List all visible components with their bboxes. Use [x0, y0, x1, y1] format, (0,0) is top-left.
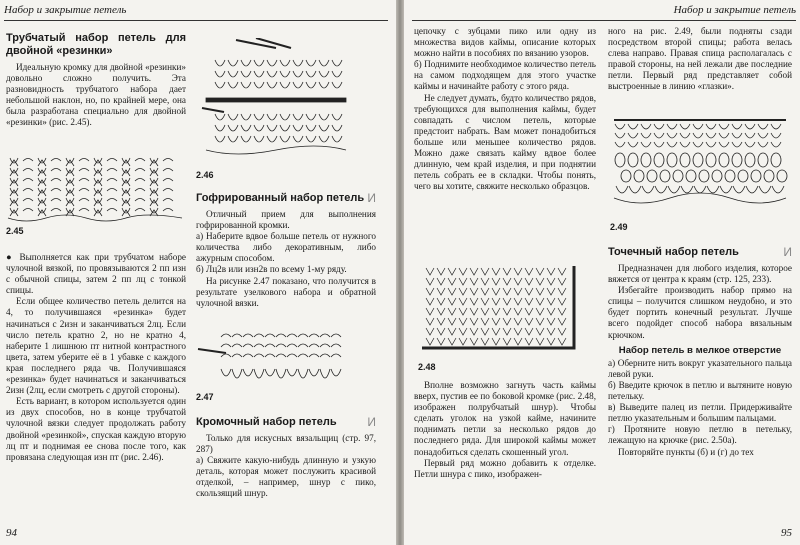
list-item: а) Свяжите какую-нибудь длинную и узкую деталь, которая может послужить красивой отделкой, – например, шнур с пико, скользящий шнур. — [196, 455, 376, 499]
paragraph: Идеальную кромку для двойной «резинки» довольно сложно получить. Эта разновидность трубчатого набора дает небольшой наклон, но, по крайней мере, она была разработана специально для двойной «резинки» (рис. 2.45). — [6, 62, 186, 128]
left-page — [0, 0, 396, 545]
list-item: б) Поднимите необходимое количество петель на самом подходящем для этого участке каймы и начинайте работу с этого ряда. — [414, 59, 596, 92]
paragraph: Вполне возможно загнуть часть каймы вверх, пустив ее по боковой кромке (рис. 2.48, изображен полрубчатый шнур). Чтобы сделать уголок на узкой кайме, начините поднимать петли за несколько рядов до последнего ряда. Для широкой каймы может понадобиться сделать скошенный угол. — [414, 380, 596, 457]
paragraph: Есть вариант, в котором используется один из двух способов, но в конце трубчатой чулочной вязки следует продолжать работу двойной «резинкой», спуская каждую вторую лц пт и поднимая ее снова после того, как провязана следующая изн пт (рис. 2.46). — [6, 396, 186, 462]
paragraph: Если общее количество петель делится на 4, то получившаяся «резинка» будет начинаться с 2изн и заканчиваться 2лц. Если число петель кратно 2, но не кратно 4, наберите 1 лишнюю пт нитной контрастного цвета, затем уберите её в 1 убавке с каждого края последнего ряда чв. Получившаяся «резинка» будет начинаться и заканчиваться 2изн (2лц, если смотреть с другой стороны). — [6, 296, 186, 396]
right-column-1 — [414, 26, 596, 192]
margin-mark: И — [367, 415, 376, 429]
margin-mark: И — [367, 191, 376, 205]
list-item: б) Введите крючок в петлю и вытяните новую петельку. — [608, 379, 792, 402]
left-column-2b — [196, 416, 376, 500]
running-head: Набор и закрытие петель — [412, 0, 796, 21]
paragraph: Не следует думать, будто количество рядов, требующихся для выполнения каймы, будет совпадать с числом петель, которые предстоит набрать. Вам может понадобиться больше или меньшее количество рядов. Можно даже связать кайму вдвое более длинную, чем край изделия, и при поднятии петель собрать ее в складки. Чтобы понять, чего вы хотите, свяжите несколько образцов. — [414, 92, 596, 192]
right-column-2b — [608, 246, 792, 458]
section-title — [608, 246, 792, 259]
list-item: а) Оберните нить вокруг указательного пальца левой руки. — [608, 357, 792, 379]
book-gutter — [396, 0, 404, 545]
figure-2-48 — [414, 262, 594, 358]
paragraph: Избегайте производить набор прямо на спицы – получится слишком неудобно, и это будет портить конечный результат. Лучше всего подойдет способ набора вязальным крючком. — [608, 285, 792, 340]
figure-2-45 — [6, 152, 184, 224]
figure-2-47 — [196, 325, 356, 391]
paragraph: Первый ряд можно добавить к отделке. Петли шнура с пико, изображен- — [414, 457, 596, 479]
subsection-title: Набор петель в мелкое отверстие — [618, 344, 782, 356]
section-title-text: Гофрированный набор петель — [196, 192, 365, 204]
section-title — [196, 416, 376, 429]
paragraph: Повторяйте пункты (б) и (г) до тех — [618, 446, 754, 457]
page-number: 95 — [781, 527, 792, 539]
section-title — [196, 192, 376, 205]
right-column-1b — [414, 380, 596, 480]
paragraph: На рисунке 2.47 показано, что получится в результате узелкового набора и обратной чулочной вязки. — [196, 275, 376, 308]
left-column-1 — [6, 32, 186, 129]
paragraph: цепочку с зубцами пико или одну из множества видов каймы, описание которых можно найти в пособиях по вязанию узоров. — [414, 26, 596, 59]
left-column-2 — [196, 192, 376, 309]
section-title-text: Точечный набор петель — [608, 246, 739, 258]
figure-label: 2.46 — [196, 170, 214, 180]
list-item: б) Лц2в или изн2в по всему 1-му ряду. — [196, 264, 347, 275]
paragraph: Отличный прием для выполнения гофрированной кромки. — [196, 209, 376, 231]
paragraph: Предназначен для любого изделия, которое вяжется от центра к краям (стр. 125, 233). — [608, 263, 792, 285]
figure-label: 2.49 — [610, 222, 628, 232]
left-column-1b — [6, 252, 186, 463]
right-page — [404, 0, 800, 545]
section-title-text: Кромочный набор петель — [196, 416, 337, 428]
list-item: в) Выведите палец из петли. Придерживайте петлю указательным и большим пальцами. — [608, 402, 792, 424]
page-number: 94 — [6, 527, 17, 539]
list-item: г) Протяните новую петлю в петельку, лежащую на крючке (рис. 2.50а). — [608, 424, 792, 446]
figure-label: 2.48 — [418, 362, 436, 372]
list-item: а) Наберите вдвое больше петель от нужного количества либо декоративным, либо ажурным способом. — [196, 231, 376, 264]
section-title: Трубчатый набор петель для двойной «резинки» — [6, 32, 186, 57]
paragraph: ● Выполняется как при трубчатом наборе чулочной вязкой, по провязываются 2 пп изн с обычной спицы, затем 2 пп лц с тонкой спицы. — [6, 252, 186, 296]
running-head: Набор и закрытие петель — [4, 0, 388, 21]
right-column-2 — [608, 26, 792, 93]
paragraph: Только для искусных вязальщиц (стр. 97, 287) — [196, 433, 376, 455]
figure-2-46 — [196, 38, 356, 160]
margin-mark: И — [783, 245, 792, 259]
figure-label: 2.47 — [196, 392, 214, 402]
paragraph: ного на рис. 2.49, были подняты сзади посредством второй спицы; работа велась слева направо. Правая спица располагалась с правой стороны, на ней лежали две последние петли. Первый ряд представляет собой выстроенные в линию «глазки». — [608, 26, 792, 92]
figure-label: 2.45 — [6, 226, 24, 236]
figure-2-49 — [610, 116, 790, 224]
